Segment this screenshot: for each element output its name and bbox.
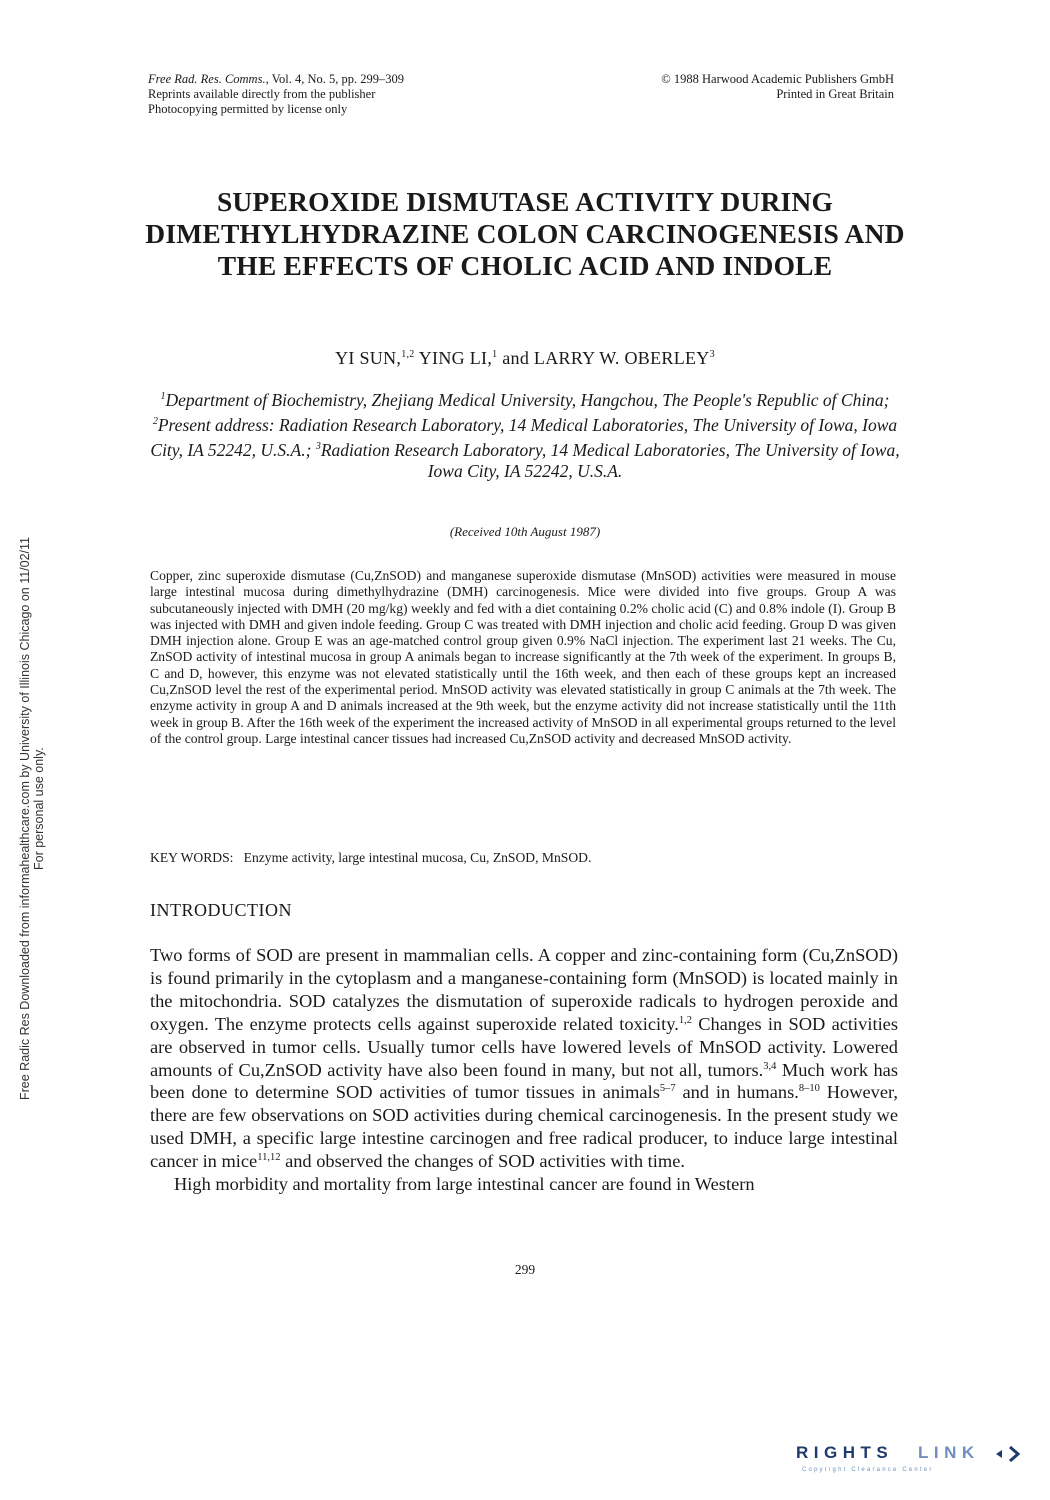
printed-line: Printed in Great Britain bbox=[776, 87, 894, 101]
paragraph bbox=[150, 944, 898, 1173]
author-affil-sup: 1,2 bbox=[401, 349, 415, 360]
affiliation-text: Radiation Research Laboratory, 14 Medical Laboratories, The University of Iowa, Iowa City, IA 52242, U.S.A. bbox=[320, 439, 900, 482]
copyright-line: © 1988 Harwood Academic Publishers GmbH bbox=[661, 72, 894, 86]
author-list bbox=[140, 348, 910, 369]
abstract: Copper, zinc superoxide dismutase (Cu,ZnSOD) and manganese superoxide dismutase (MnSOD) activities were measured in mouse large intestinal mucosa during dimethylhydrazine (DMH) carcinogenesis. Mice were divided into five groups. Group A was subcutaneously injected with DMH (20 mg/kg) weekly and fed with a diet containing 0.2% cholic acid (C) and 0.8% indole (I). Group B was injected with DMH and given indole feeding. Group C was treated with DMH injection and cholic acid feeding. Group D was given DMH injection alone. Group E was an age-matched control group given 0.9% NaCl injection. The experiment last 21 weeks. The Cu, ZnSOD activity of intestinal mucosa in group A animals began to increase significantly at the 7th week of the experiment. In groups B, C and D, however, this enzyme was not elevated statistically until the 16th week, and then each of these groups kept an increased Cu,ZnSOD level the rest of the experimental period. MnSOD activity was elevated statistically in group C animals at the 7th week. The enzyme activity in group A and D animals increased at the 9th week, but the enzyme activity did not increase statistically until the 11th week in group B. After the 16th week of the experiment the increased activity of MnSOD in all experimental groups returned to the level of the control group. Large intestinal cancer tissues had increased Cu,ZnSOD activity and decreased MnSOD activity. bbox=[150, 568, 896, 746]
affil-sup: 1 bbox=[160, 391, 166, 402]
text-run: Much work has been done to determine SOD activities of tumor tissues in animals bbox=[150, 1059, 898, 1103]
text-run: and observed the changes of SOD activities with time. bbox=[280, 1151, 685, 1172]
citation-details: , Vol. 4, No. 5, pp. 299–309 bbox=[265, 72, 405, 86]
affil-sup: 2 bbox=[152, 415, 158, 427]
keywords-label: KEY WORDS: bbox=[150, 850, 234, 865]
rightslink-logo[interactable] bbox=[796, 1436, 1036, 1476]
paper-title: SUPEROXIDE DISMUTASE ACTIVITY DURING DIMETHYLHYDRAZINE COLON CARCINOGENESIS AND THE EFFECTS OF CHOLIC ACID AND INDOLE bbox=[145, 186, 905, 281]
logo-chevron-icon bbox=[1010, 1447, 1018, 1461]
keywords-list: Enzyme activity, large intestinal mucosa, Cu, ZnSOD, MnSOD. bbox=[243, 850, 592, 865]
citation-line bbox=[148, 72, 508, 87]
author-affil-sup: 3 bbox=[709, 349, 715, 360]
publisher-header bbox=[560, 72, 894, 102]
author-affil-sup: 1 bbox=[492, 349, 498, 360]
affiliation-text: Present address: Radiation Research Laboratory, 14 Medical Laboratories, The University of Iowa, Iowa City, IA 52242, U.S.A.; bbox=[150, 414, 898, 460]
text-run: However, there are few observations on SOD activities during chemical carcinogenesis. In the present study we used DMH, a specific large intestine carcinogen and free radical producer, to induce large intestinal cancer in mice bbox=[150, 1082, 898, 1172]
text-run: Changes in SOD activities are observed in tumor cells. Usually tumor cells have lowered levels of MnSOD activity. Lowered amounts of Cu,ZnSOD activity have also been found in many, but not all, tumors. bbox=[150, 1013, 898, 1080]
keywords bbox=[150, 850, 896, 866]
affiliations bbox=[140, 386, 910, 482]
logo-light-text: LINK bbox=[918, 1443, 980, 1462]
citation-ref: 11,12 bbox=[257, 1152, 281, 1164]
watermark-line: For personal use only. bbox=[32, 747, 46, 870]
rightslink-logo-graphic bbox=[796, 1436, 1036, 1476]
author-name: and LARRY W. OBERLEY bbox=[497, 348, 710, 368]
logo-tagline: Copyright Clearance Center bbox=[802, 1467, 934, 1473]
text-run: and in humans. bbox=[675, 1082, 799, 1103]
introduction-body bbox=[150, 944, 898, 1196]
photocopy-note: Photocopying permitted by license only bbox=[148, 102, 348, 116]
logo-arrow-icon bbox=[996, 1450, 1002, 1458]
watermark-line: Free Radic Res Downloaded from informahealthcare.com by University of Illinois Chicago on 11/02/11 bbox=[18, 536, 32, 1100]
citation-ref: 3,4 bbox=[763, 1060, 777, 1072]
journal-name: Free Rad. Res. Comms. bbox=[148, 72, 266, 86]
received-date: (Received 10th August 1987) bbox=[449, 524, 601, 539]
page-number: 299 bbox=[514, 1262, 536, 1277]
author-name: YI SUN, bbox=[335, 348, 402, 368]
citation-ref: 8–10 bbox=[798, 1083, 820, 1095]
citation-ref: 1,2 bbox=[678, 1014, 692, 1026]
author-name: YING LI, bbox=[414, 348, 493, 368]
affiliation-text: Department of Biochemistry, Zhejiang Medical University, Hangchou, The People's Republic of China; bbox=[165, 389, 890, 410]
citation-ref: 5–7 bbox=[659, 1083, 676, 1095]
paragraph: High morbidity and mortality from large intestinal cancer are found in Western bbox=[174, 1174, 755, 1195]
section-heading: INTRODUCTION bbox=[150, 900, 292, 920]
reprints-note: Reprints available directly from the publisher bbox=[148, 87, 376, 101]
download-watermark bbox=[18, 537, 46, 1100]
affil-sup: 3 bbox=[315, 440, 321, 452]
text-run: Two forms of SOD are present in mammalian cells. A copper and zinc-containing form (Cu,ZnSOD) is found primarily in the cytoplasm and a manganese-containing form (MnSOD) is located mainly in the mitochondria. SOD catalyzes the dismutation of superoxide radicals to hydrogen peroxide and oxygen. The enzyme protects cells against superoxide related toxicity. bbox=[150, 945, 898, 1034]
logo-bold-text: RIGHTS bbox=[796, 1443, 894, 1462]
journal-header bbox=[148, 72, 508, 117]
